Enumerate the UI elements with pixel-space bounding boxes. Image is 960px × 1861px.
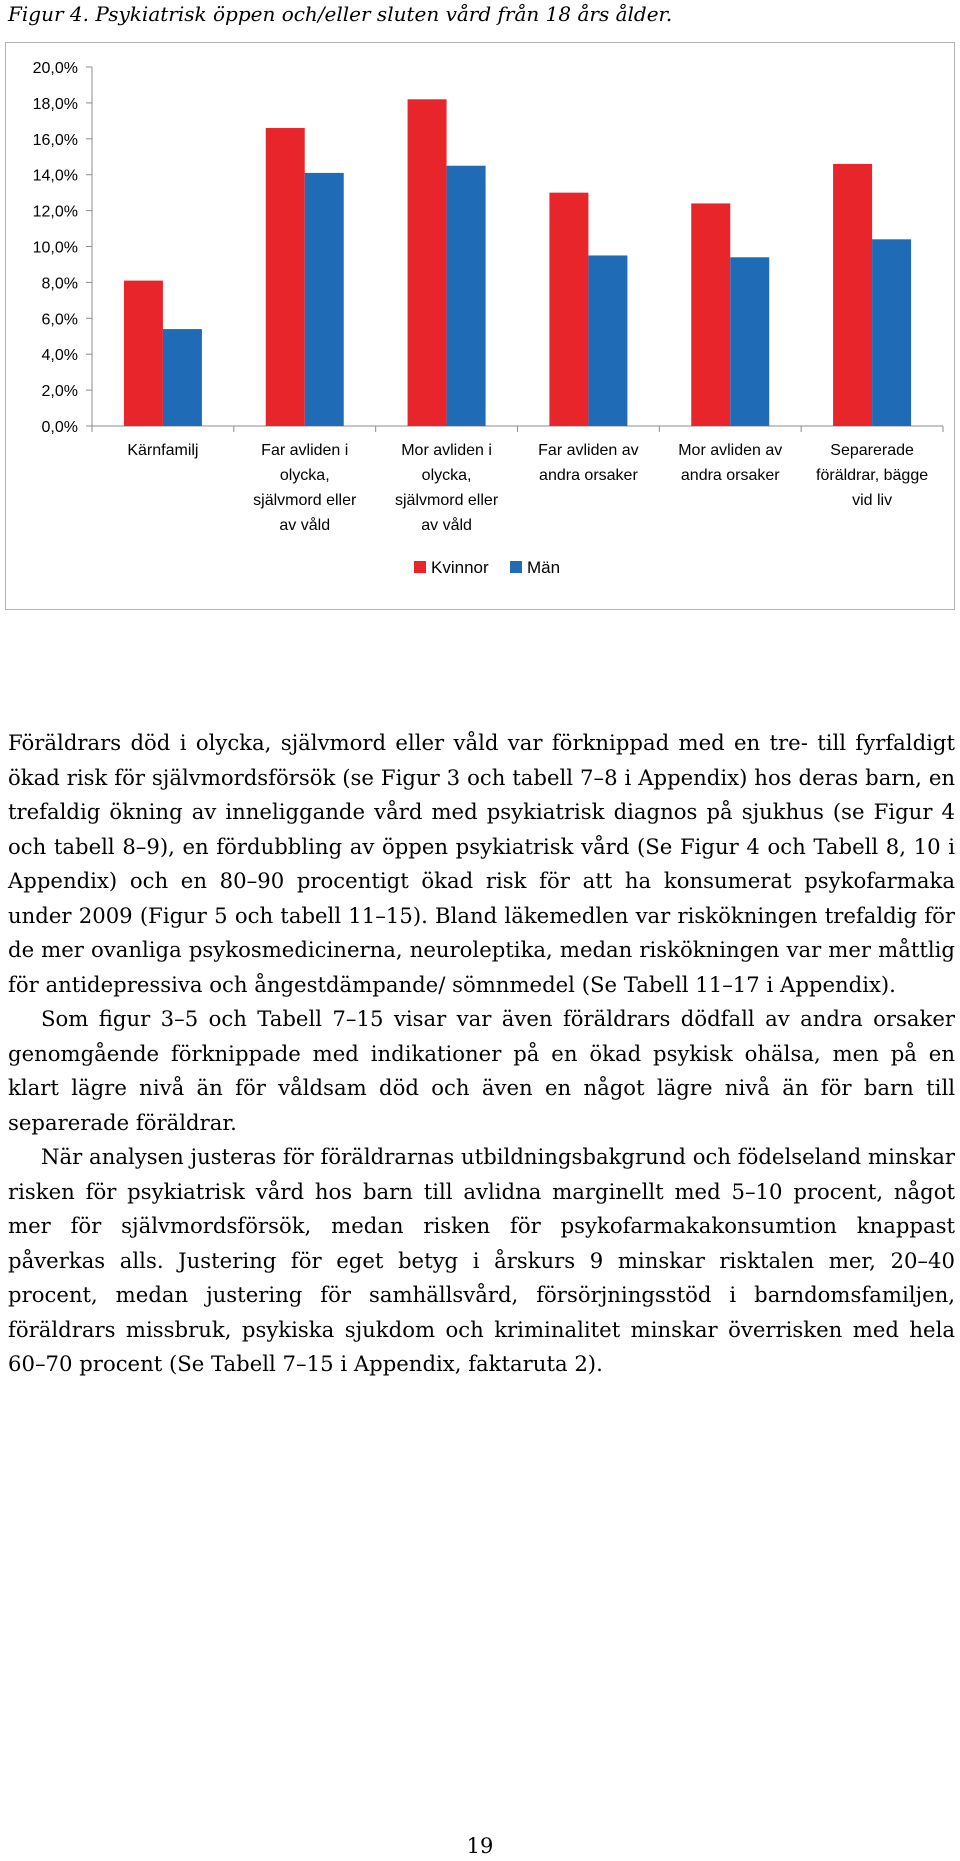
- y-tick-label: 4,0%: [41, 347, 78, 365]
- y-tick-label: 14,0%: [32, 167, 78, 185]
- legend-swatch: [510, 561, 522, 573]
- bar-man: [872, 239, 911, 426]
- y-tick-label: 0,0%: [41, 419, 78, 436]
- bar-kvinnor: [549, 193, 588, 426]
- body-text: [8, 726, 955, 1382]
- x-category-label: Mor avliden av andra orsaker: [678, 442, 783, 484]
- paragraph: Föräldrars död i olycka, självmord eller våld var förknippad med en tre- till fyrfaldigt ökad risk för självmordsförsök (se Figur 3 och tabell 7–8 i Appendix) hos deras barn, en trefaldig ökning av inneliggande vård med psykiatrisk diagnos på sjukhus (se Figur 4 och tabell 8–9), en fördubbling av öppen psykiatrisk vård (Se Figur 4 och Tabell 8, 10 i Appendix) och en 80–90 procentigt ökad risk för att ha konsumerat psykofarmaka under 2009 (Figur 5 och tabell 11–15). Bland läkemedlen var riskökningen trefaldig för de mer ovanliga psykosmedicinerna, neuroleptika, medan riskökningen var mer måttlig för antidepressiva och ångestdämpande/ sömnmedel (Se Tabell 11–17 i Appendix).: [8, 730, 955, 997]
- bar-man: [163, 329, 202, 426]
- y-tick-label: 20,0%: [32, 60, 78, 77]
- paragraph: När analysen justeras för föräldrarnas utbildningsbakgrund och födelseland minskar risken för psykiatrisk vård hos barn till avlidna marginellt med 5–10 procent, något mer för självmordsförsök, medan risken för psykofarmakakonsumtion knappast påverkas alls. Justering för eget betyg i årskurs 9 minskar risktalen mer, 20–40 procent, medan justering för samhällsvård, försörjningsstöd i barndomsfamiljen, föräldrars missbruk, psykiska sjukdom och kriminalitet minskar överrisken med hela 60–70 procent (Se Tabell 7–15 i Appendix, faktaruta 2).: [8, 1144, 955, 1376]
- x-category-label: Far avliden i olycka, självmord eller av våld: [253, 442, 357, 534]
- chart-area: [5, 42, 955, 610]
- legend-label: Kvinnor: [431, 558, 489, 577]
- bar-kvinnor: [124, 281, 163, 426]
- y-tick-label: 2,0%: [41, 383, 78, 401]
- bar-man: [588, 255, 627, 426]
- paragraph: Som figur 3–5 och Tabell 7–15 visar var även föräldrars dödfall av andra orsaker genomgående förknippade med indikationer på en ökad psykisk ohälsa, men på en klart lägre nivå än för våldsam död och även en något lägre nivå än för barn till separerade föräldrar.: [8, 1006, 955, 1135]
- x-category-label: Far avliden av andra orsaker: [538, 442, 639, 484]
- x-category-label: Mor avliden i olycka, självmord eller av våld: [395, 442, 499, 534]
- legend-swatch: [414, 561, 426, 573]
- y-tick-label: 8,0%: [41, 275, 78, 293]
- bar-kvinnor: [266, 128, 305, 426]
- y-tick-label: 18,0%: [32, 95, 78, 113]
- bar-chart: [6, 43, 954, 609]
- bar-man: [730, 257, 769, 426]
- legend-label: Män: [527, 558, 561, 577]
- bar-man: [305, 173, 344, 426]
- x-category-label: Separerade föräldrar, bägge vid liv: [816, 442, 929, 509]
- y-tick-label: 6,0%: [41, 311, 78, 329]
- y-tick-label: 12,0%: [32, 203, 78, 221]
- figure-caption: Figur 4. Psykiatrisk öppen och/eller sluten vård från 18 års ålder.: [8, 2, 673, 26]
- x-category-label: Kärnfamilj: [127, 442, 199, 459]
- bar-man: [447, 166, 486, 426]
- bar-kvinnor: [691, 203, 730, 426]
- y-tick-label: 16,0%: [32, 131, 78, 149]
- bar-kvinnor: [833, 164, 872, 426]
- y-tick-label: 10,0%: [32, 239, 78, 257]
- page-number: 19: [466, 1834, 494, 1858]
- bar-kvinnor: [408, 99, 447, 426]
